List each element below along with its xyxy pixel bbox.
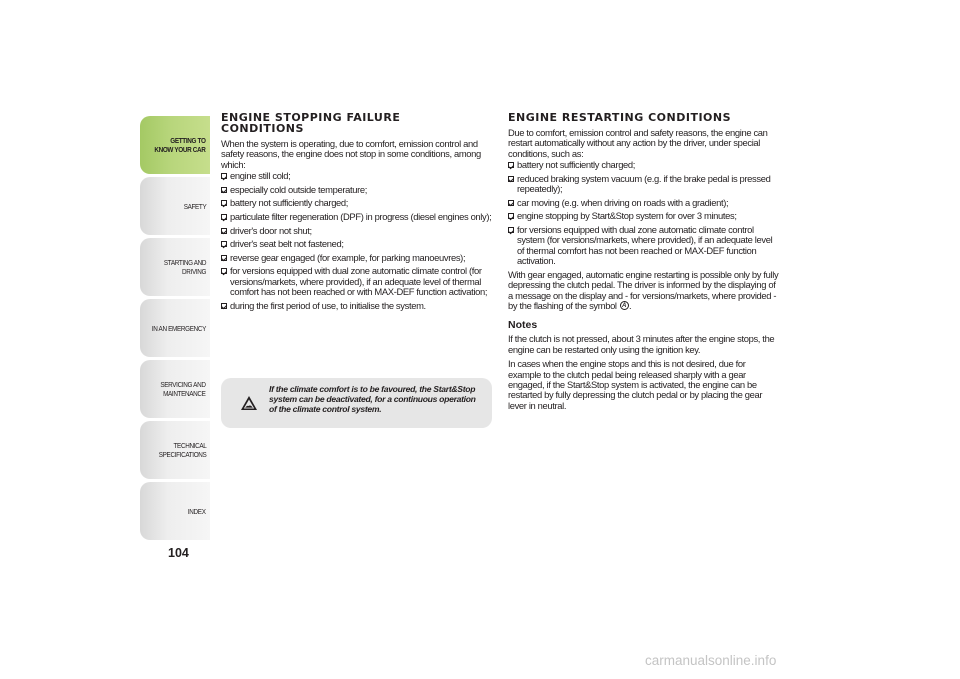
condition-list <box>221 171 497 311</box>
chapter-sidebar <box>140 116 210 543</box>
tab-label: MAINTENANCE <box>163 389 206 398</box>
checkbox-bullet-icon <box>221 187 227 193</box>
list-item: battery not sufficiently charged; <box>221 198 497 208</box>
intro-paragraph: When the system is operating, due to comfort, emission control and safety reasons, the engine does not stop in some conditions, among which: <box>221 138 481 170</box>
checkbox-bullet-icon <box>508 200 514 206</box>
warning-triangle-icon <box>240 395 258 411</box>
list-item: especially cold outside temperature; <box>221 185 497 195</box>
restarting-conditions-section <box>508 112 780 411</box>
warning-note-text: If the climate comfort is to be favoured, the Start&Stop system can be deactivated, for a continuous operation of the climate control system. <box>269 384 476 414</box>
heading-line: ENGINE STOPPING FAILURE <box>221 111 401 124</box>
notes-heading: Notes <box>508 319 538 332</box>
warning-note-box <box>221 378 492 428</box>
list-item: reduced braking system vacuum (e.g. if the brake pedal is pressed repeatedly); <box>508 174 780 195</box>
checkbox-bullet-icon <box>221 228 227 234</box>
checkbox-bullet-icon <box>221 268 227 274</box>
tab-label: SERVICING AND <box>160 380 206 389</box>
checkbox-bullet-icon <box>508 176 514 182</box>
tab-starting-and-driving[interactable] <box>140 238 210 296</box>
stopping-failure-section <box>221 112 497 314</box>
start-stop-symbol-icon <box>620 301 629 310</box>
condition-list <box>508 160 780 266</box>
checkbox-bullet-icon <box>508 213 514 219</box>
watermark: carmanualsonline.info <box>645 653 777 668</box>
list-item: during the first period of use, to initialise the system. <box>221 301 497 311</box>
tab-label: DRIVING <box>181 267 206 276</box>
intro-paragraph: Due to comfort, emission control and safety reasons, the engine can restart automatically without any action by the driver, under special conditions, such as: <box>508 127 768 159</box>
notes-paragraph: In cases when the engine stops and this is not desired, due for example to the clutch pedal being released sharply with a gear engaged, if the Start&Stop system is activated, the engine can be restarted by fully depressing the clutch pedal or by placing the gear lever in neutral. <box>508 358 763 411</box>
list-item: engine still cold; <box>221 171 497 181</box>
notes-paragraph: If the clutch is not pressed, about 3 minutes after the engine stops, the engine can be restarted only using the ignition key. <box>508 333 775 355</box>
tab-index[interactable] <box>140 482 210 540</box>
checkbox-bullet-icon <box>221 303 227 309</box>
tab-safety[interactable] <box>140 177 210 235</box>
gear-engaged-paragraph: With gear engaged, automatic engine restarting is possible only by fully depressing the clutch pedal. The driver is informed by the displaying of a message on the display and - for versions/markets, where provided - by the flashing of the symbol A . <box>508 270 780 312</box>
tab-servicing-and-maintenance[interactable] <box>140 360 210 418</box>
tab-in-an-emergency[interactable] <box>140 299 210 357</box>
checkbox-bullet-icon <box>508 162 514 168</box>
tab-label: STARTING AND <box>163 258 206 267</box>
section-heading: ENGINE RESTARTING CONDITIONS <box>508 111 732 124</box>
list-item: driver's seat belt not fastened; <box>221 239 497 249</box>
list-item: for versions equipped with dual zone automatic climate control system (for versions/markets, where provided), if an adequate level of thermal comfort has not been reached or MAX-DEF function activation. <box>508 225 780 267</box>
section-heading <box>221 112 497 134</box>
tab-label: SAFETY <box>183 201 206 211</box>
checkbox-bullet-icon <box>221 200 227 206</box>
heading-line: CONDITIONS <box>221 122 304 135</box>
list-item: particulate filter regeneration (DPF) in progress (diesel engines only); <box>221 212 497 222</box>
list-item: reverse gear engaged (for example, for parking manoeuvres); <box>221 253 497 263</box>
tab-getting-to-know-your-car[interactable] <box>140 116 210 174</box>
list-item: driver's door not shut; <box>221 226 497 236</box>
list-item: for versions equipped with dual zone automatic climate control (for versions/markets, where provided), if an adequate level of thermal comfort has not been reached or with MAX-DEF function activation; <box>221 266 497 297</box>
tab-label: KNOW YOUR CAR <box>154 145 206 154</box>
checkbox-bullet-icon <box>221 214 227 220</box>
tab-label: TECHNICAL <box>173 441 206 450</box>
list-item: battery not sufficiently charged; <box>508 160 780 170</box>
page-number: 104 <box>168 546 189 560</box>
tab-label: SPECIFICATIONS <box>158 450 206 459</box>
list-item: car moving (e.g. when driving on roads with a gradient); <box>508 198 780 208</box>
checkbox-bullet-icon <box>221 173 227 179</box>
checkbox-bullet-icon <box>221 241 227 247</box>
checkbox-bullet-icon <box>221 255 227 261</box>
list-item: engine stopping by Start&Stop system for over 3 minutes; <box>508 211 780 221</box>
tab-technical-specifications[interactable] <box>140 421 210 479</box>
tab-label: GETTING TO <box>170 136 206 145</box>
tab-label: INDEX <box>188 506 206 516</box>
checkbox-bullet-icon <box>508 227 514 233</box>
tab-label: IN AN EMERGENCY <box>151 323 206 333</box>
